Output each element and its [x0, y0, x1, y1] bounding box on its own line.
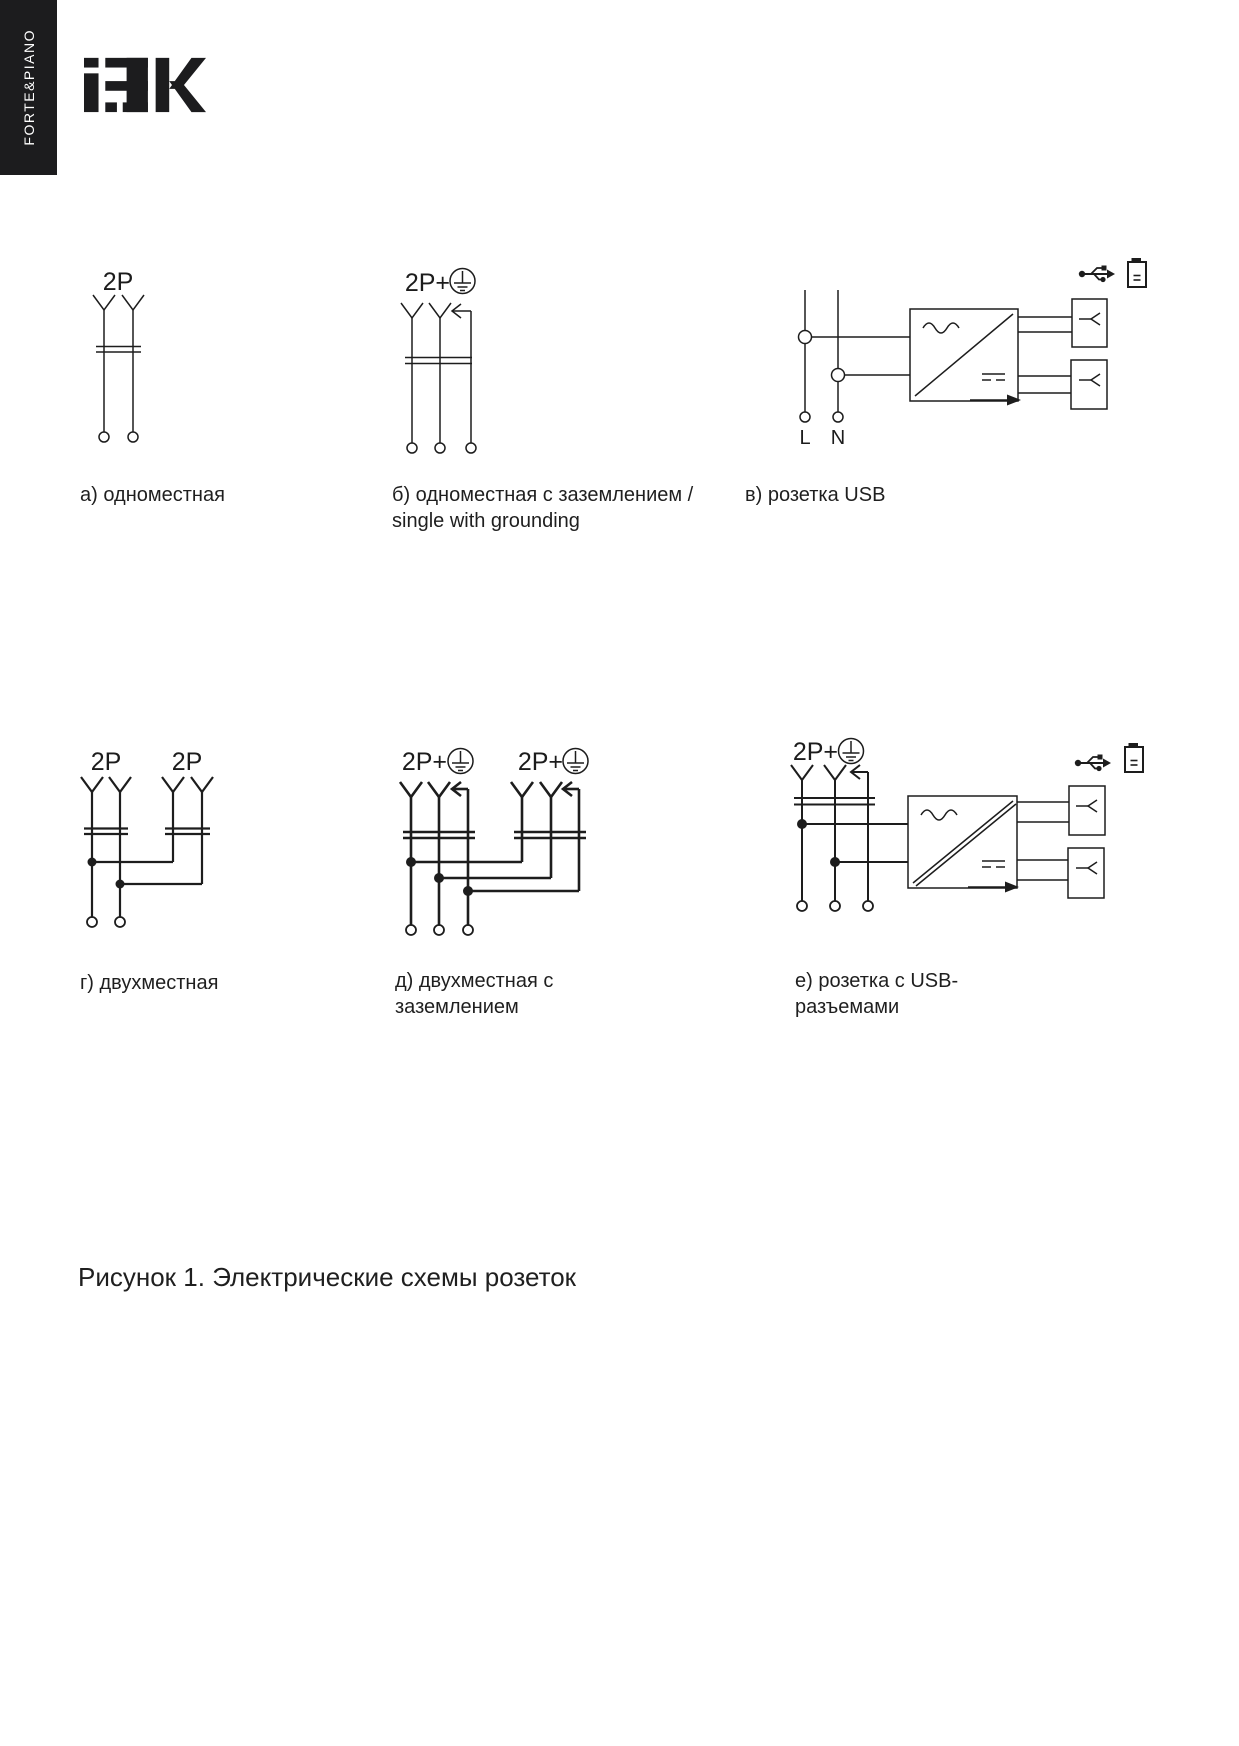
ground-contact-arrow [851, 765, 868, 779]
caption-d-line1: д) двухместная с [395, 970, 554, 992]
terminal [99, 432, 138, 442]
pole-count-label: 2P+ [792, 738, 838, 766]
pole-count-label: 2P [171, 748, 203, 776]
pole-count-label: 2P+ [404, 269, 450, 297]
protective-earth-icon [839, 739, 864, 764]
wire [805, 290, 910, 412]
contact-fork [400, 782, 562, 797]
wire [92, 792, 202, 917]
caption-b-line1: б) одноместная с заземлением / [392, 484, 694, 506]
figure-caption: Рисунок 1. Электрические схемы розеток [78, 1262, 577, 1292]
diagram-b-single-socket-grounded [395, 250, 535, 460]
caption-d [395, 968, 553, 1020]
diagram-d-double-socket-grounded [355, 665, 645, 940]
diagram-v-usb-socket [710, 228, 1155, 448]
caption-e-line1: е) розетка с USB- [795, 970, 959, 992]
wire [1017, 802, 1069, 880]
usb-icon [1079, 266, 1115, 283]
terminal [797, 901, 873, 911]
socket-bar [84, 829, 210, 835]
diagram-e-socket-with-usb [710, 665, 1170, 930]
caption-g: г) двухместная [80, 972, 219, 994]
diagram-a-single-socket [60, 255, 210, 455]
terminal [800, 412, 843, 422]
contact-fork [401, 303, 451, 318]
caption-e-line2: разъемами [795, 996, 900, 1018]
wire [412, 311, 471, 443]
iek-logo [84, 55, 206, 113]
ground-contact-arrow [452, 304, 471, 318]
ac-dc-converter [908, 796, 1019, 893]
series-tab [0, 0, 57, 175]
contact-fork [791, 765, 846, 780]
caption-d-line2: заземлением [395, 996, 519, 1018]
line-label: L [799, 427, 811, 449]
contact-fork [93, 295, 144, 310]
usb-port-box [1068, 786, 1105, 898]
usb-port-box [1071, 299, 1107, 409]
ac-dc-converter [910, 309, 1021, 406]
pole-count-label: 2P+ [517, 748, 563, 776]
socket-bar [405, 358, 472, 364]
caption-a: а) одноместная [80, 484, 225, 506]
usb-icon [1075, 755, 1111, 772]
battery-icon [1125, 743, 1143, 772]
socket-bar [96, 347, 141, 353]
pole-count-label: 2P+ [401, 748, 447, 776]
wire [1018, 317, 1072, 393]
terminal [87, 917, 125, 927]
neutral-label: N [830, 427, 846, 449]
caption-v: в) розетка USB [745, 484, 886, 506]
contact-fork [81, 777, 213, 792]
diagram-g-double-socket [60, 665, 240, 935]
caption-b [392, 482, 693, 534]
caption-b-line2: single with grounding [392, 510, 580, 532]
junction-dot [797, 819, 840, 867]
pole-count-label: 2P [90, 748, 122, 776]
socket-bar [403, 832, 586, 838]
terminal [407, 443, 476, 453]
series-tab-label: FORTE&PIANO [20, 29, 37, 146]
wire [411, 789, 579, 925]
caption-e [795, 968, 958, 1020]
terminal [406, 925, 473, 935]
wire [104, 310, 133, 432]
pole-count-label: 2P [102, 268, 134, 296]
iek-logo-letters [84, 58, 206, 112]
wire [802, 772, 908, 901]
protective-earth-icon [450, 269, 475, 294]
battery-icon [1128, 258, 1146, 287]
